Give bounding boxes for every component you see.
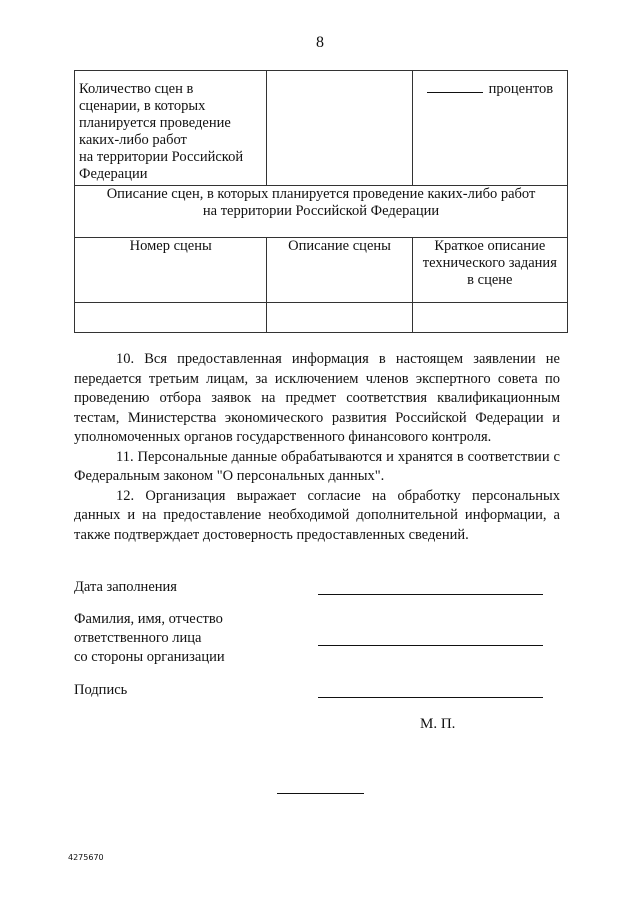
signature-line[interactable] xyxy=(318,697,543,698)
end-divider xyxy=(277,793,364,794)
date-line[interactable] xyxy=(318,594,543,595)
description-header-cell xyxy=(75,186,568,238)
scene-count-row xyxy=(75,71,568,186)
description-header-line: Описание сцен, в которых планируется проведение каких-либо работ xyxy=(106,186,536,202)
date-label: Дата заполнения xyxy=(74,579,177,595)
column-header-line: технического задания xyxy=(422,255,557,271)
column-header-technical-task xyxy=(412,238,567,303)
name-line[interactable] xyxy=(318,645,543,646)
scene-count-label-line: Количество сцен в xyxy=(79,81,194,97)
column-header-line: Описание сцены xyxy=(288,238,391,254)
scene-number-cell[interactable] xyxy=(75,303,267,333)
clause-12: 12. Организация выражает согласие на обработку персональных данных и на предоставление необходимой дополнительной информации, а также подтверждает достоверность предоставленных сведений. xyxy=(74,487,560,543)
clause-11: 11. Персональные данные обрабатываются и хранятся в соответствии с Федеральным законом "О персональных данных". xyxy=(74,448,560,484)
table-row xyxy=(75,303,568,333)
scene-count-label-line: на территории Российской xyxy=(79,149,244,165)
scene-description-cell[interactable] xyxy=(267,303,412,333)
column-header-line: в сцене xyxy=(467,272,513,288)
document-id: 4275670 xyxy=(68,853,104,862)
column-header-scene-description xyxy=(267,238,412,303)
scenes-table xyxy=(74,70,568,333)
column-header-line: Номер сцены xyxy=(129,238,212,254)
column-header-row xyxy=(75,238,568,303)
clauses xyxy=(74,350,560,545)
technical-task-cell[interactable] xyxy=(412,303,567,333)
column-header-scene-number xyxy=(75,238,267,303)
scene-count-label-line: планируется проведение xyxy=(79,115,231,131)
signature-label: Подпись xyxy=(74,682,128,698)
scene-count-label-line: сценарии, в которых xyxy=(79,98,206,114)
column-header-line: Краткое описание xyxy=(434,238,546,254)
scene-count-label-line: Федерации xyxy=(79,166,148,182)
description-header-line: на территории Российской Федерации xyxy=(202,203,440,219)
name-label-line: со стороны организации xyxy=(74,649,225,665)
name-label-line: Фамилия, имя, отчество xyxy=(74,611,223,627)
scene-count-label-line: каких-либо работ xyxy=(79,132,187,148)
percent-cell xyxy=(412,71,567,186)
scene-count-label-cell xyxy=(75,71,267,186)
stamp-place: М. П. xyxy=(420,716,456,732)
clause-10: 10. Вся предоставленная информация в настоящем заявлении не передается третьим лицам, за исключением членов экспертного совета по проведению отбора заявок на предмет соответствия квалификационным тестам, Министерства экономического развития Российской Федерации и уполномоченных органов государственного финансового контроля. xyxy=(74,351,560,445)
percent-blank-line[interactable] xyxy=(427,80,483,93)
description-header-row xyxy=(75,186,568,238)
name-label xyxy=(74,610,225,667)
scene-count-value-cell[interactable] xyxy=(267,71,412,186)
name-label-line: ответственного лица xyxy=(74,630,202,646)
percent-suffix: процентов xyxy=(488,81,554,97)
page-number: 8 xyxy=(316,34,324,51)
